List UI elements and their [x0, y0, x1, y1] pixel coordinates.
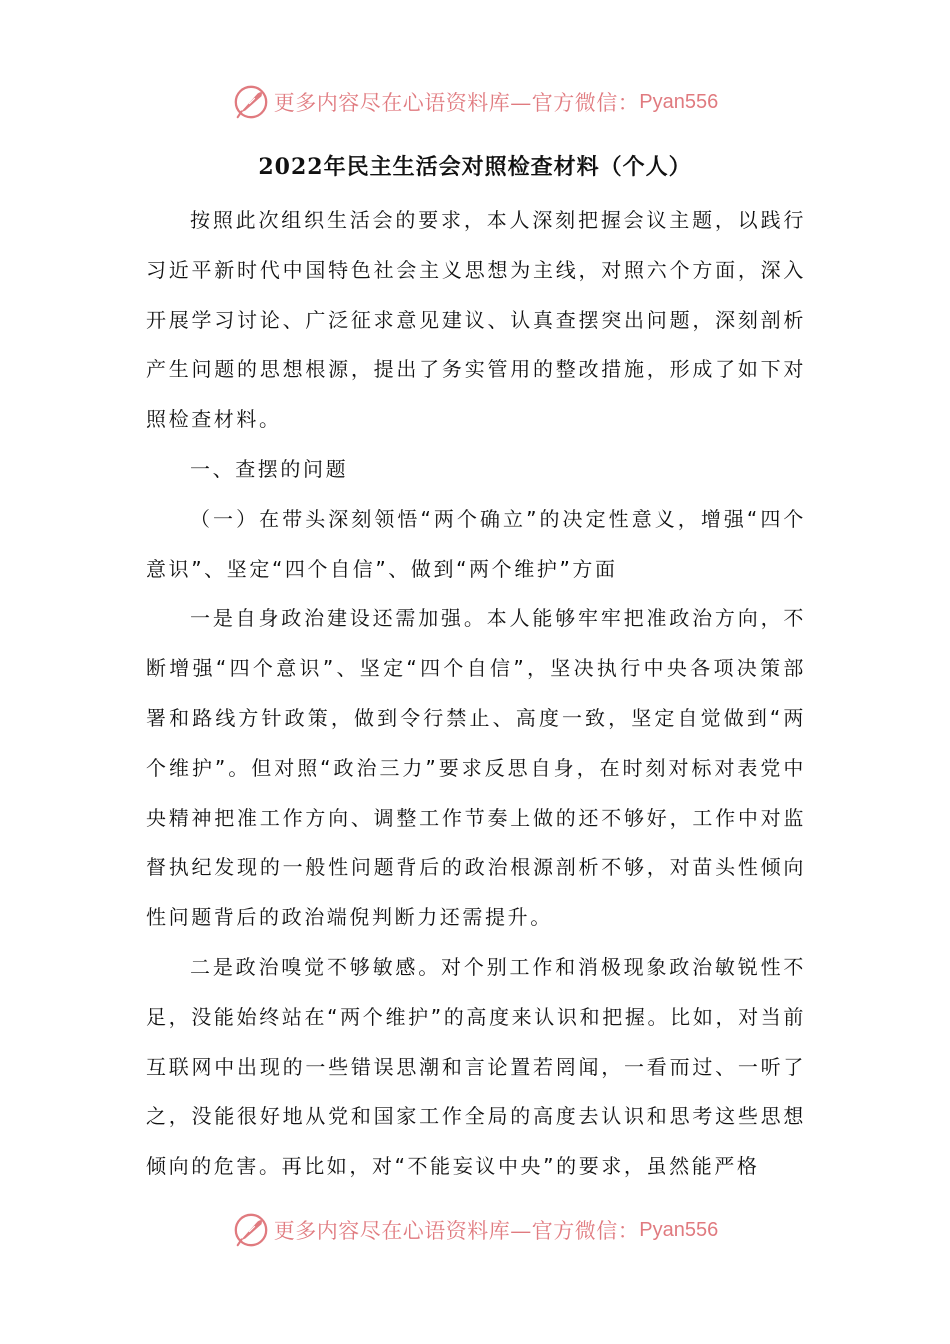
banner-wechat-id: Pyan556	[639, 90, 719, 113]
document-title: 2022年民主生活会对照检查材料（个人）	[258, 154, 692, 180]
body-paragraph-point-1: 一是自身政治建设还需加强。本人能够牢牢把准政治方向，不断增强“四个意识”、坚定“四个自信”，坚决执行中央各项决策部署和路线方针政策，做到令行禁止、高度一致，坚定自觉做到“两个维护”。但对照“政治三力”要求反思自身，在时刻对标对表党中央精神把准工作方向、调整工作节奏上做的还不够好，工作中对监督执纪发现的一般性问题背后的政治根源剖析不够，对苗头性倾向性问题背后的政治端倪判断力还需提升。	[146, 606, 806, 930]
quill-pen-circle-icon	[232, 1211, 270, 1249]
body-paragraph-point-2: 二是政治嗅觉不够敏感。对个别工作和消极现象政治敏锐性不足，没能始终站在“两个维护”的高度来认识和把握。比如，对当前互联网中出现的一些错误思潮和言论置若罔闻，一看而过、一听了之，没能很好地从党和国家工作全局的高度去认识和思考这些思想倾向的危害。再比如，对“不能妄议中央”的要求，虽然能严格	[146, 954, 806, 1179]
banner-slogan: 更多内容尽在心语资料库—官方微信：	[273, 91, 640, 115]
quill-pen-circle-icon	[232, 83, 270, 121]
section-heading: 一、查摆的问题	[190, 456, 349, 481]
body-paragraph-intro: 按照此次组织生活会的要求，本人深刻把握会议主题，以践行习近平新时代中国特色社会主义思想为主线，对照六个方面，深入开展学习讨论、广泛征求意见建议、认真查摆突出问题，深刻剖析产生问题的思想根源，提出了务实管用的整改措施，形成了如下对照检查材料。	[146, 208, 806, 432]
watermark-banner-top	[0, 80, 950, 124]
document-body	[146, 196, 806, 1192]
banner-slogan: 更多内容尽在心语资料库—官方微信：	[273, 1219, 640, 1243]
watermark-banner-bottom	[0, 1208, 950, 1252]
subsection-heading: （一）在带头深刻领悟“两个确立”的决定性意义，增强“四个意识”、坚定“四个自信”、做到“两个维护”方面	[146, 506, 806, 581]
banner-wechat-id: Pyan556	[639, 1218, 719, 1241]
